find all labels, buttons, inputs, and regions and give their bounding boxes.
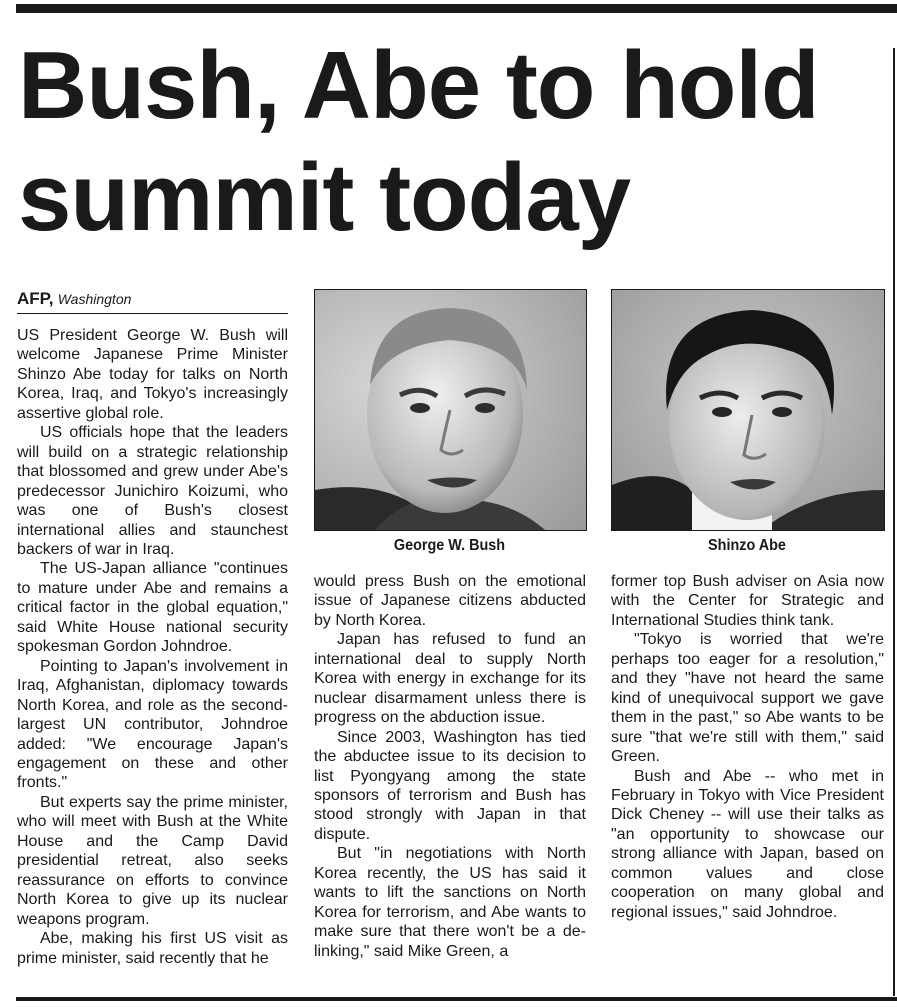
paragraph: would press Bush on the emotional issue of Japanese citizens abducted by North Korea. bbox=[314, 573, 586, 629]
portrait-image bbox=[315, 290, 586, 530]
article-column-1 bbox=[17, 326, 288, 996]
right-column-rule bbox=[893, 48, 895, 996]
article-column-2 bbox=[314, 572, 586, 996]
top-rule bbox=[16, 4, 897, 13]
photo-caption-bush: George W. Bush bbox=[393, 537, 506, 554]
paragraph: Abe, making his first US visit as prime minister, said recently that he bbox=[17, 930, 288, 967]
photo-shinzo-abe bbox=[611, 289, 885, 531]
byline-place: Washington bbox=[57, 291, 132, 307]
paragraph: US officials hope that the leaders will build on a strategic relationship that blossomed and grew under Abe's predecessor Junichiro Koizumi, who was one of Bush's closest international allies and staunchest backers of war in Iraq. bbox=[17, 424, 288, 558]
paragraph: US President George W. Bush will welcome Japanese Prime Minister Shinzo Abe today for talks on North Korea, Iraq, and Tokyo's increasingly assertive global role. bbox=[17, 327, 288, 422]
byline bbox=[17, 289, 288, 314]
bottom-rule bbox=[16, 997, 897, 1001]
paragraph: But "in negotiations with North Korea recently, the US has said it wants to lift the sanctions on North Korea for terrorism, and Abe wants to make sure that there won't be a de-linking," said Mike Green, a bbox=[314, 845, 586, 960]
paragraph: The US-Japan alliance "continues to mature under Abe and remains a critical factor in the global equation," said White House national security spokesman Gordon Johndroe. bbox=[17, 560, 288, 656]
paragraph: Japan has refused to fund an international deal to supply North Korea with energy in exchange for its nuclear disarmament unless there is progress on the abduction issue. bbox=[314, 631, 586, 727]
paragraph: "Tokyo is worried that we're perhaps too eager for a resolution," and they "have not heard the same kind of unequivocal support we gave them in the past," so Abe wants to be sure "that we're still with them," said Green. bbox=[611, 631, 884, 766]
headline bbox=[18, 30, 888, 254]
headline-line-1: Bush, Abe to hold bbox=[18, 32, 819, 139]
paragraph: But experts say the prime minister, who will meet with Bush at the White House and the Camp David presidential retreat, also seeks reassurance on efforts to convince North Korea to give up its nuclear weapons program. bbox=[17, 793, 288, 928]
paragraph: former top Bush adviser on Asia now with the Center for Strategic and International Studies think tank. bbox=[611, 573, 884, 629]
paragraph: Since 2003, Washington has tied the abductee issue to its decision to list Pyongyang among the state sponsors of terrorism and Bush has stood strongly with Japan in that dispute. bbox=[314, 728, 586, 843]
byline-agency: AFP, bbox=[17, 289, 54, 308]
portrait-image bbox=[612, 290, 884, 530]
photo-george-w-bush bbox=[314, 289, 587, 531]
article-column-3 bbox=[611, 572, 884, 996]
photo-caption-abe: Shinzo Abe bbox=[708, 537, 786, 554]
paragraph: Bush and Abe -- who met in February in Tokyo with Vice President Dick Cheney -- will use their talks as "an opportunity to showcase our strong alliance with Japan, based on common values and close cooperation on many global and regional issues," said Johndroe. bbox=[611, 767, 884, 921]
headline-line-2: summit today bbox=[18, 144, 631, 251]
paragraph: Pointing to Japan's involvement in Iraq, Afghanistan, diplomacy towards North Korea, and role as the second-largest UN contributor, Johndroe added: "We encourage Japan's engagement on these and other fronts." bbox=[17, 657, 288, 792]
